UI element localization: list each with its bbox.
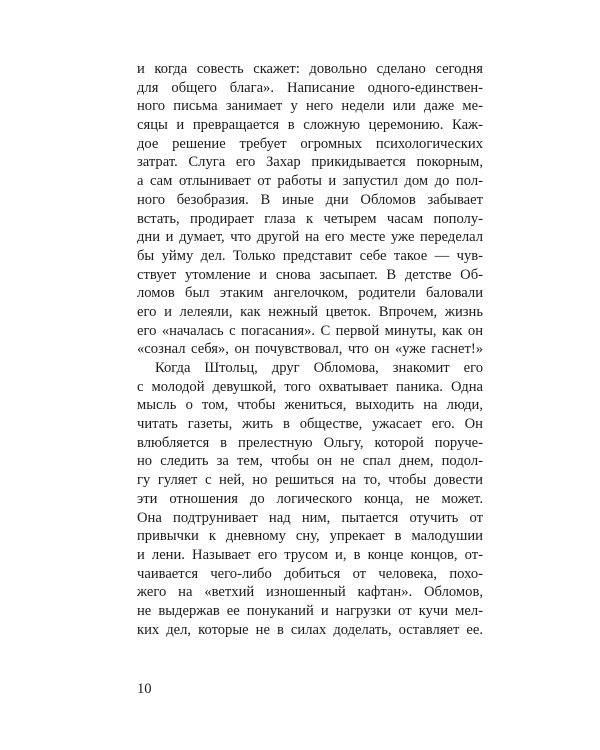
- text-line: и когда совесть скажет: довольно сделано сегодня: [137, 61, 483, 77]
- body-text: [137, 60, 483, 639]
- paragraph-start-line: Когда Штольц, друг Обломова, знакомит его: [155, 360, 483, 376]
- text-line: привычки к дневному сну, упрекает в малодушии: [137, 528, 483, 545]
- text-line: с молодой девушкой, того охватывает паника. Одна: [137, 378, 483, 395]
- text-line: но следить за тем, чтобы он не спал днем, подол-: [137, 453, 483, 470]
- text-line: эти отношения до логического конца, не может.: [137, 490, 483, 507]
- text-line: и лени. Называет его трусом и, в конце концов, от-: [137, 546, 483, 563]
- text-line: мысль о том, чтобы жениться, выходить на люди,: [137, 397, 483, 414]
- text-line: его и лелеяли, как нежный цветок. Впрочем, жизнь: [137, 303, 483, 320]
- text-line: ких дел, которые не в силах доделать, оставляет ее.: [137, 621, 483, 638]
- text-line: Она подтрунивает над ним, пытается отучить от: [137, 509, 483, 526]
- text-line: гу гуляет с ней, но решиться на то, чтобы довести: [137, 472, 483, 489]
- text-line: ного письма занимает у него недели или даже ме-: [137, 98, 483, 115]
- text-line: его «началась с погасания». С первой минуты, как он: [137, 322, 483, 339]
- text-line: влюбляется в прелестную Ольгу, которой поруче-: [137, 434, 483, 451]
- text-line: встать, продирает глаза к четырем часам пополу-: [137, 210, 483, 227]
- text-line: сяцы и превращается в сложную церемонию. Каж-: [137, 117, 483, 134]
- text-line: дое решение требует огромных психологических: [137, 135, 483, 152]
- page-number: 10: [137, 681, 152, 697]
- text-line: читать газеты, жить в обществе, ужасает его. Он: [137, 416, 483, 433]
- text-line: а сам отлынивает от работы и запустил дом до пол-: [137, 173, 483, 190]
- text-line: жего на «ветхий изношенный кафтан». Обломов,: [137, 584, 483, 601]
- text-line: дни и думает, что другой на его месте уже переделал: [137, 229, 483, 246]
- text-line: ствует утомление и снова засыпает. В детстве Об-: [137, 266, 483, 283]
- text-line: ного безобразия. В иные дни Обломов забывает: [137, 191, 483, 208]
- text-line: затрат. Слуга его Захар прикидывается покорным,: [137, 154, 483, 171]
- text-line: ломов был этаким ангелочком, родители баловали: [137, 285, 483, 302]
- text-line: бы уйму дел. Только представит себе такое — чув-: [137, 247, 483, 264]
- text-line: чаивается чего-либо добиться от человека, похо-: [137, 565, 483, 582]
- text-line: для общего блага». Написание одного-единствен-: [137, 79, 483, 96]
- text-line: «сознал себя», он почувствовал, что он «уже гаснет!»: [137, 341, 483, 358]
- text-line: не выдержав ее понуканий и нагрузки от кучи мел-: [137, 602, 483, 619]
